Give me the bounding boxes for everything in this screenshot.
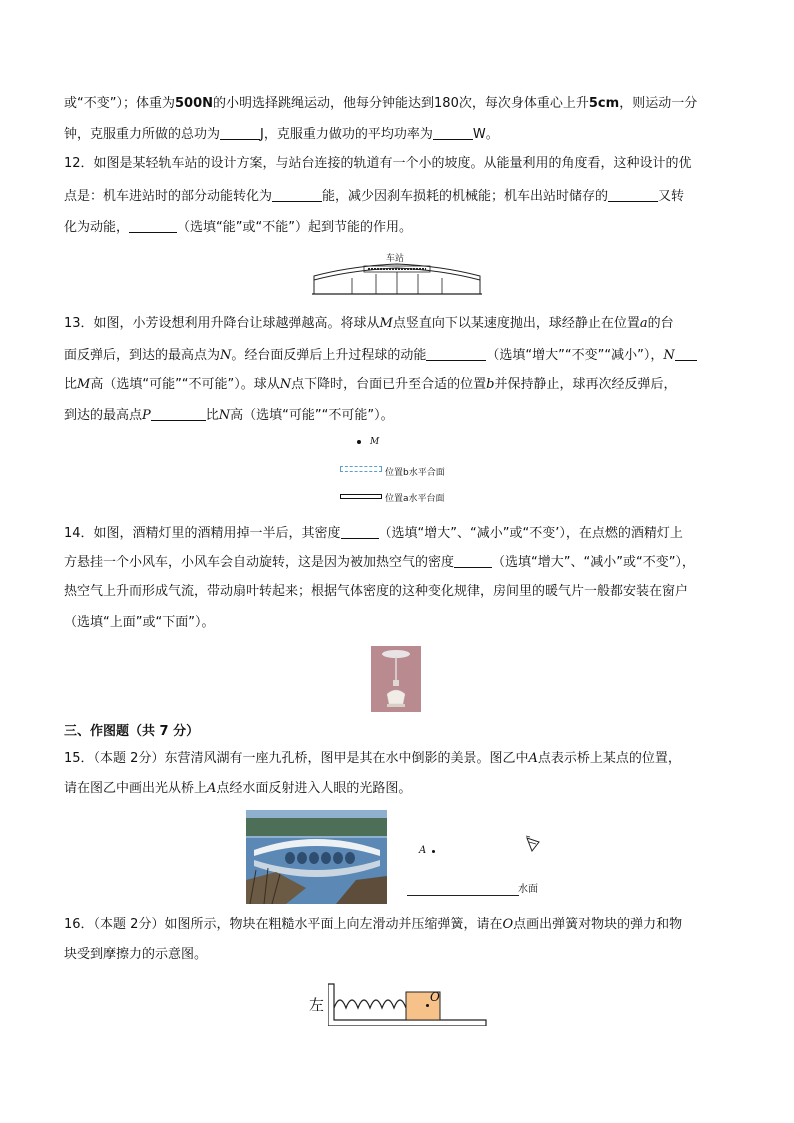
- text: （选填“能”或“不能”）起到节能的作用。: [177, 220, 412, 235]
- point-o-dot: [426, 1004, 429, 1007]
- q13-line1: [64, 315, 674, 333]
- station-label: 车站: [386, 254, 405, 264]
- lift-platform-figure: [338, 436, 468, 506]
- answer-blank[interactable]: [454, 553, 492, 568]
- text: 点下降时，台面已升至合适的位置: [291, 377, 487, 392]
- q14-line1: [64, 524, 683, 543]
- q16-line1: [64, 916, 682, 934]
- alcohol-lamp-photo: [371, 646, 421, 712]
- answer-blank[interactable]: [608, 187, 658, 202]
- answer-blank[interactable]: [433, 125, 473, 140]
- answer-blank[interactable]: [675, 346, 697, 361]
- var-m: M: [77, 377, 91, 392]
- count-value: 180: [434, 96, 459, 111]
- text: 或“不变”）；体重为: [64, 96, 175, 111]
- text: 16．（本题 2分）如图所示，物块在粗糙水平面上向左滑动并压缩弹簧，请在: [64, 917, 503, 932]
- label-m: M: [370, 437, 380, 447]
- weight-value: 500N: [174, 96, 214, 111]
- text: 。经台面反弹后上升过程球的动能: [231, 348, 427, 363]
- text: 点竖直向下以某速度抛出，球经静止在位置: [392, 316, 640, 331]
- text: 13．如图，小芳设想利用升降台让球越弹越高。将球从: [64, 316, 380, 331]
- q12-line1: [64, 155, 692, 173]
- text: 15．（本题 2分）东营清风湖有一座九孔桥，图甲是其在水中倒影的美景。图乙中: [64, 751, 529, 766]
- platform-a: [340, 494, 382, 499]
- text: 比: [205, 408, 219, 423]
- bridge-photo: [246, 810, 387, 904]
- text: 的台: [647, 316, 674, 331]
- q13-line2: [64, 346, 697, 365]
- text: 的小明选择跳绳运动，他每分钟能达到: [213, 96, 435, 111]
- var-a-point: A: [207, 781, 217, 796]
- text: （选填“增大”、“减小”或“不变”），: [492, 555, 695, 570]
- text: 14．如图，酒精灯里的酒精用掉一半后，其密度: [64, 526, 341, 541]
- text: （选填“上面”或“下面”）。: [64, 615, 215, 630]
- station-figure: [312, 250, 482, 296]
- text: 块受到摩擦力的示意图。: [64, 947, 208, 962]
- text: 点是：机车进站时的部分动能转化为: [64, 189, 273, 204]
- text: 高（选填“可能”“不可能”）。: [230, 408, 394, 423]
- q11-line2: [64, 125, 499, 144]
- text: 点经水面反射进入人眼的光路图。: [216, 781, 412, 796]
- answer-blank[interactable]: [129, 218, 177, 233]
- nine-arch-bridge-image: [246, 810, 387, 904]
- text: 次，每次身体重心上升: [458, 96, 589, 111]
- text: 热空气上升而形成气流，带动扇叶转起来；根据气体密度的这种变化规律，房间里的暖气片一般都安装在窗户: [64, 584, 689, 599]
- reflection-diagram: [405, 828, 555, 900]
- platform-b: [340, 466, 382, 472]
- text: 点表示桥上某点的位置，: [537, 751, 681, 766]
- section-3-title: 三、作图题（共 7 分）: [64, 724, 200, 739]
- label-point-a: A: [419, 845, 427, 856]
- text: 化为动能，: [64, 220, 130, 235]
- q15-line1: [64, 750, 681, 768]
- text: 点画出弹簧对物块的弹力和物: [513, 917, 683, 932]
- text: 比: [64, 377, 78, 392]
- q14-line4: [64, 614, 214, 632]
- text: ，则运动一分: [619, 96, 698, 111]
- text: （选填“增大”“不变”“减小”），: [486, 348, 664, 363]
- text: 能，减少因刹车损耗的机械能；机车出站时储存的: [322, 189, 609, 204]
- answer-blank[interactable]: [341, 524, 379, 539]
- spring-block-diagram: [328, 982, 488, 1026]
- q12-line2: [64, 187, 684, 206]
- answer-blank[interactable]: [151, 406, 206, 421]
- answer-blank[interactable]: [272, 187, 322, 202]
- q15-line2: [64, 780, 411, 798]
- answer-blank[interactable]: [220, 125, 260, 140]
- text: 并保持静止，球再次经反弹后，: [494, 377, 677, 392]
- text: ，克服重力做功的平均功率为: [263, 127, 433, 142]
- text: 钟，克服重力所做的总功为: [64, 127, 221, 142]
- text: 12．如图是某轻轨车站的设计方案，与站台连接的轨道有一个小的坡度。从能量利用的角度看，这种设计的优: [64, 156, 692, 171]
- q14-line2: [64, 553, 695, 572]
- q13-line3: [64, 376, 677, 394]
- q13-line4: [64, 406, 394, 425]
- var-n: N: [279, 377, 292, 392]
- var-a: a: [639, 316, 648, 331]
- text: 面反弹后，到达的最高点为: [64, 348, 221, 363]
- ball-m-dot: [357, 440, 361, 444]
- alcohol-lamp-image: [371, 646, 421, 712]
- label-o: O: [430, 990, 440, 1004]
- unit-w: W。: [472, 127, 499, 142]
- text: 请在图乙中画出光从桥上: [64, 781, 208, 796]
- var-n: N: [663, 348, 675, 363]
- eye-icon: [523, 834, 543, 854]
- label-platform-b: 位置b水平合面: [385, 468, 445, 478]
- label-water-surface: 水面: [518, 884, 538, 895]
- var-b: b: [486, 377, 495, 392]
- answer-blank[interactable]: [426, 346, 486, 361]
- water-surface-line: [407, 895, 519, 896]
- q16-line2: [64, 946, 207, 964]
- label-platform-a: 位置a水平台面: [385, 494, 445, 504]
- label-left: 左: [309, 996, 325, 1014]
- text: 高（选填“可能”“不可能”）。球从: [90, 377, 280, 392]
- text: 方悬挂一个小风车，小风车会自动旋转，这是因为被加热空气的密度: [64, 555, 455, 570]
- var-p: P: [142, 408, 151, 423]
- var-m: M: [379, 316, 393, 331]
- q11-line1: [64, 95, 697, 113]
- text: 又转: [658, 189, 685, 204]
- q12-line3: [64, 218, 412, 237]
- var-o: O: [502, 917, 514, 932]
- spring-block-figure: [306, 978, 491, 1028]
- point-a-dot: [432, 850, 435, 853]
- text: （选填“增大”、“减小”或“不变’），在点燃的酒精灯上: [378, 526, 683, 541]
- unit-j: J: [260, 127, 264, 142]
- var-n: N: [218, 408, 231, 423]
- var-a-point: A: [528, 751, 538, 766]
- height-value: 5cm: [588, 96, 620, 111]
- text: 到达的最高点: [64, 408, 143, 423]
- q14-line3: [64, 583, 688, 601]
- var-n: N: [220, 348, 232, 363]
